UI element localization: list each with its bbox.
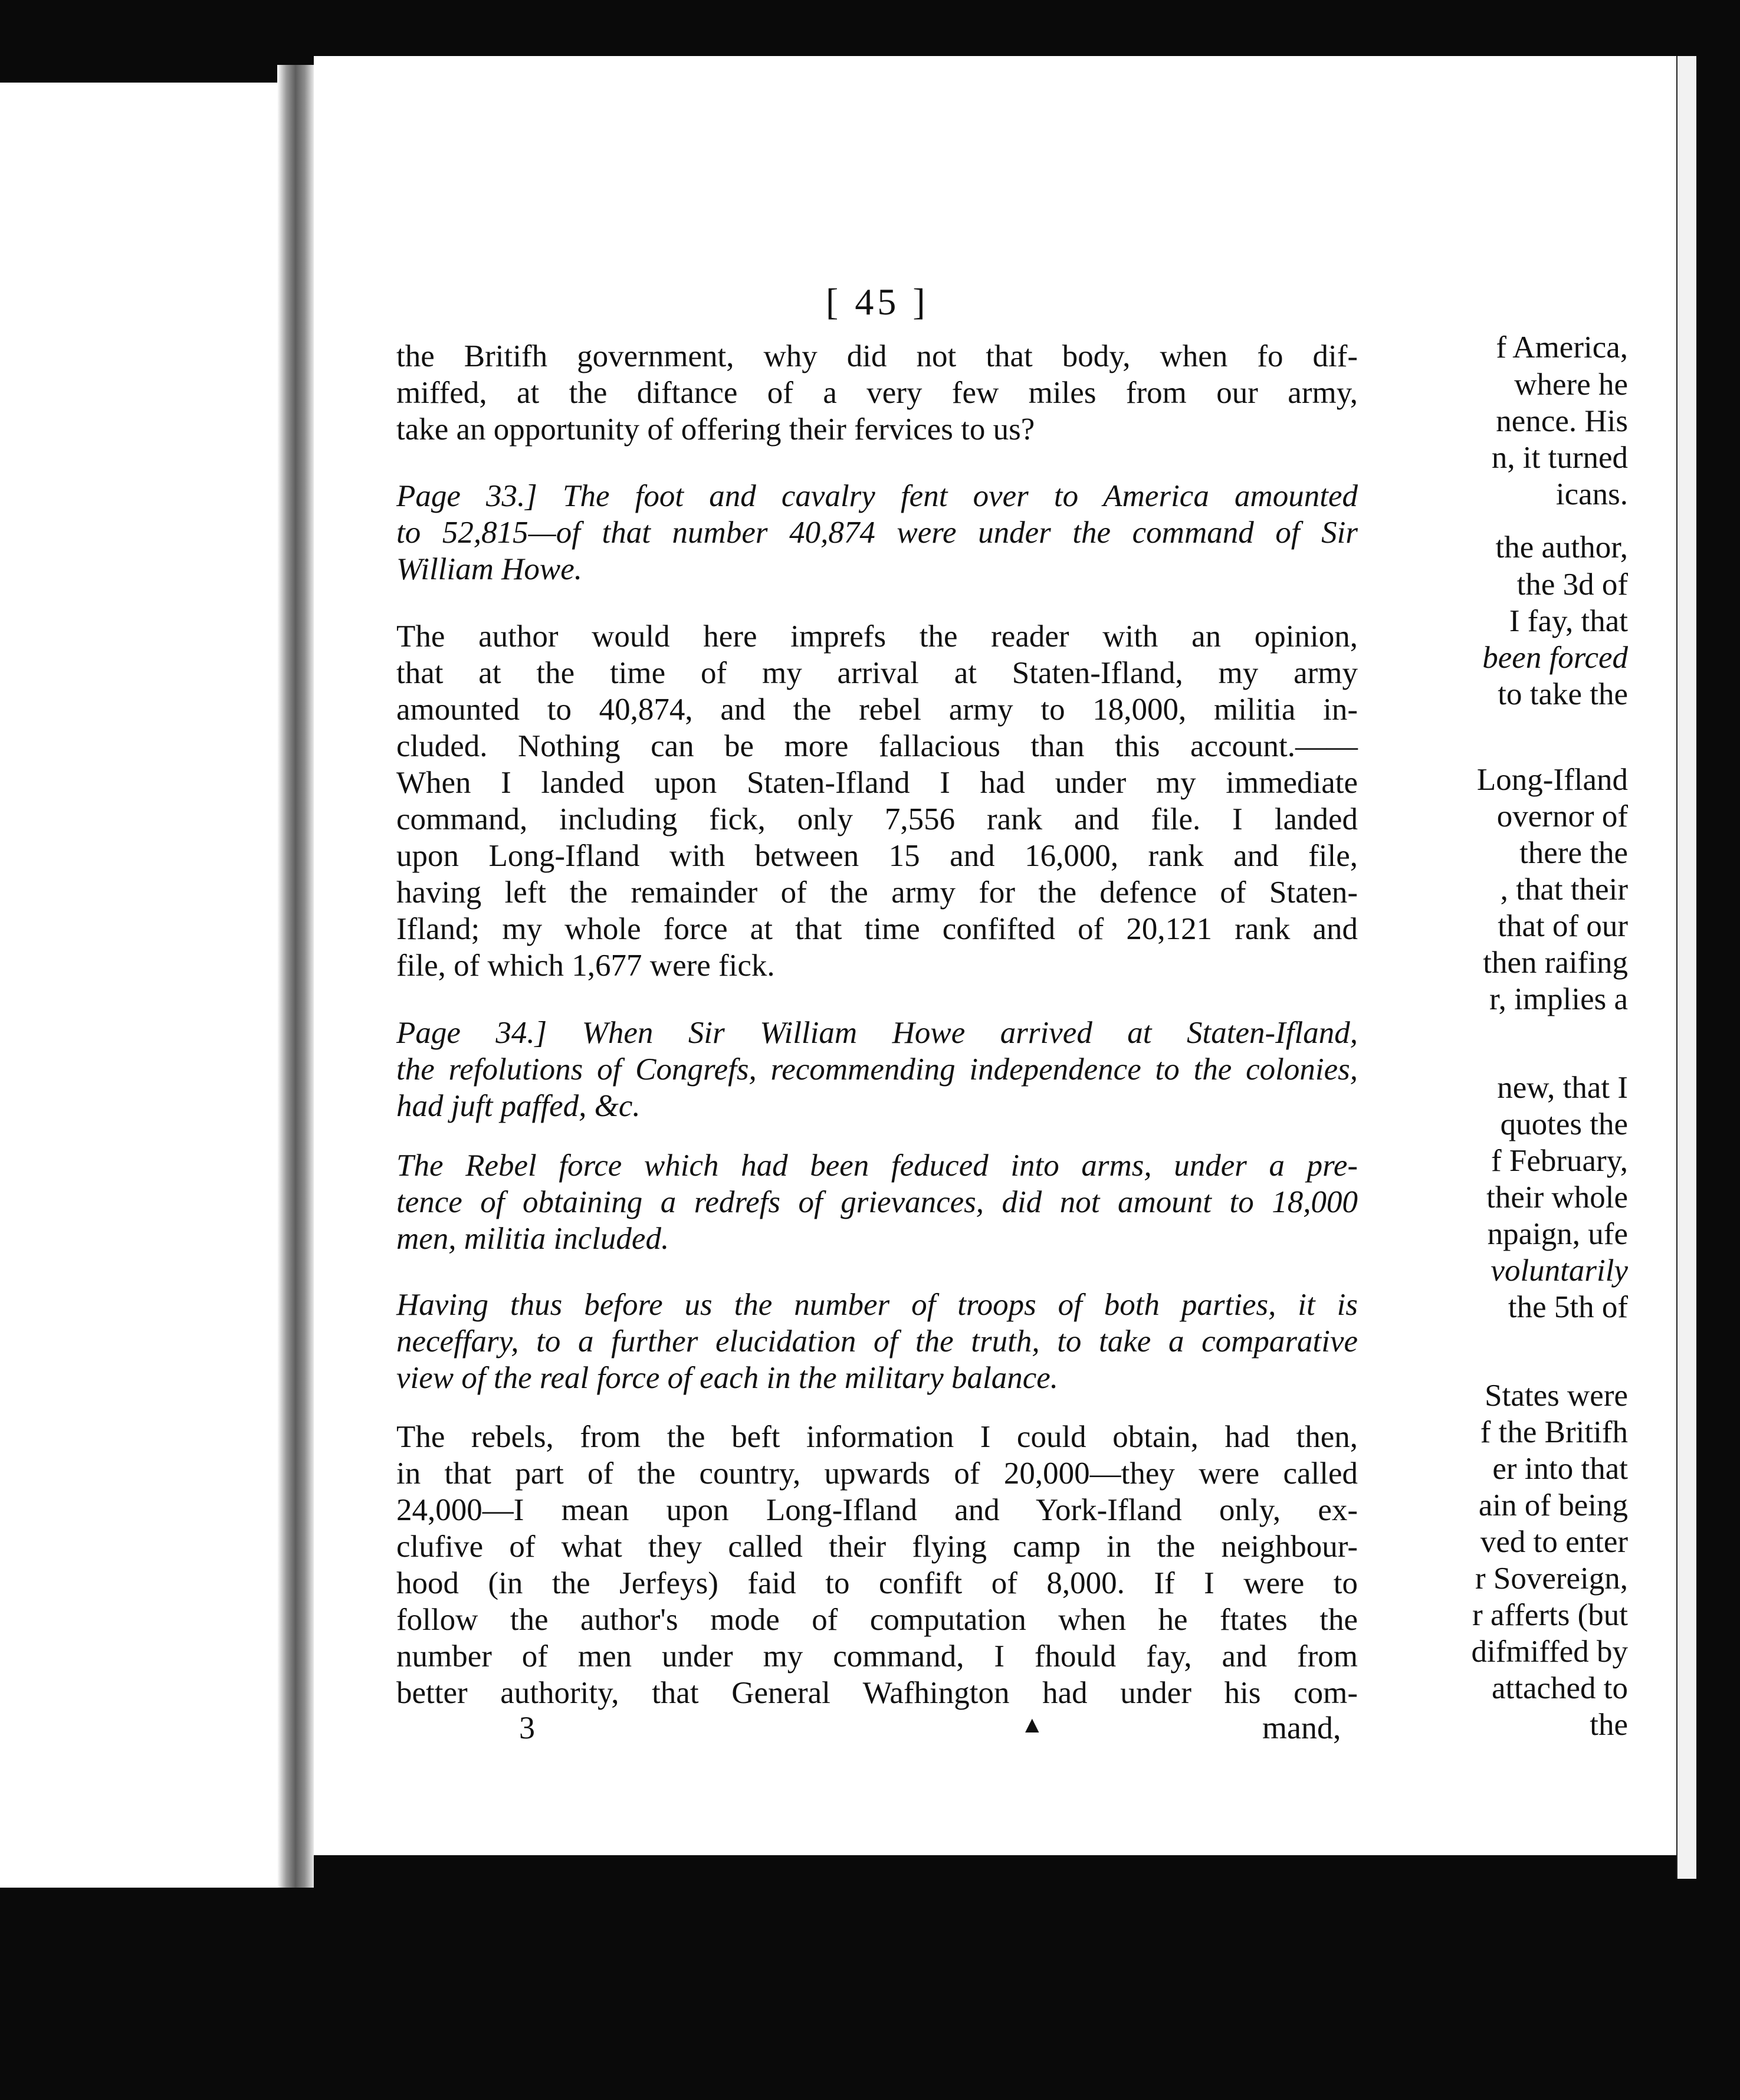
printer-mark-icon: ▲ bbox=[1020, 1711, 1044, 1738]
text-line: having left the remainder of the army for the defence of Staten- bbox=[396, 875, 1358, 910]
text-line: that at the time of my arrival at Staten-Ifland, my army bbox=[396, 656, 1358, 690]
book-gutter bbox=[277, 65, 314, 1888]
left-page bbox=[0, 83, 278, 1888]
left-line: quotes the bbox=[1500, 1107, 1628, 1141]
text-line: the Britifh government, why did not that body, when fo dif- bbox=[396, 339, 1358, 373]
text-line: file, of which 1,677 were fick. bbox=[396, 949, 775, 983]
left-line: States were bbox=[1485, 1379, 1628, 1413]
left-line: there the bbox=[1519, 836, 1628, 870]
text-line: The author would here imprefs the reader with an opinion, bbox=[396, 619, 1358, 654]
page-edge bbox=[1676, 56, 1696, 1879]
left-line: f February, bbox=[1491, 1144, 1628, 1178]
left-line: the 5th of bbox=[1508, 1290, 1628, 1324]
text-line: number of men under my command, I fhould fay, and from bbox=[396, 1639, 1358, 1674]
text-line: follow the author's mode of computation when he ftates the bbox=[396, 1603, 1358, 1637]
text-line: Ifland; my whole force at that time confifted of 20,121 rank and bbox=[396, 912, 1358, 946]
text-line: amounted to 40,874, and the rebel army to 18,000, militia in- bbox=[396, 693, 1358, 727]
left-line: to take the bbox=[1498, 677, 1628, 711]
left-line: r, implies a bbox=[1489, 982, 1628, 1016]
text-line: take an opportunity of offering their fervices to us? bbox=[396, 412, 1035, 447]
text-line: The rebels, from the beft information I could obtain, had then, bbox=[396, 1420, 1358, 1454]
left-line: npaign, ufe bbox=[1487, 1217, 1628, 1251]
text-line: to 52,815—of that number 40,874 were under the command of Sir bbox=[396, 516, 1358, 550]
signature-mark: 3 bbox=[519, 1710, 535, 1745]
left-line: r afferts (but bbox=[1472, 1598, 1628, 1632]
text-line: hood (in the Jerfeys) faid to confift of 8,000. If I were to bbox=[396, 1566, 1358, 1600]
text-line: miffed, at the diftance of a very few miles from our army, bbox=[396, 376, 1358, 410]
text-line: better authority, that General Wafhington had under his com- bbox=[396, 1676, 1358, 1710]
catchword: mand, bbox=[1262, 1710, 1341, 1745]
text-line: the refolutions of Congrefs, recommending independence to the colonies, bbox=[396, 1052, 1358, 1087]
left-line: where he bbox=[1514, 368, 1628, 402]
text-line: Having thus before us the number of troops of both parties, it is bbox=[396, 1288, 1358, 1322]
left-line: n, it turned bbox=[1491, 441, 1628, 475]
text-line: The Rebel force which had been feduced into arms, under a pre- bbox=[396, 1149, 1358, 1183]
left-line: attached to bbox=[1491, 1671, 1628, 1705]
left-line: their whole bbox=[1486, 1180, 1628, 1215]
text-line: upon Long-Ifland with between 15 and 16,000, rank and file, bbox=[396, 839, 1358, 873]
text-line: men, militia included. bbox=[396, 1222, 669, 1256]
left-line: overnor of bbox=[1496, 799, 1628, 834]
text-line: in that part of the country, upwards of 20,000—they were called bbox=[396, 1456, 1358, 1491]
left-line: Long-Ifland bbox=[1476, 763, 1628, 797]
left-line: f America, bbox=[1496, 330, 1628, 365]
left-line: ain of being bbox=[1478, 1488, 1628, 1522]
text-line: 24,000—I mean upon Long-Ifland and York-Ifland only, ex- bbox=[396, 1493, 1358, 1527]
left-line: new, that I bbox=[1497, 1071, 1628, 1105]
left-line: then raifing bbox=[1483, 946, 1628, 980]
left-line: that of our bbox=[1498, 909, 1628, 943]
left-line: er into that bbox=[1492, 1452, 1628, 1486]
text-line: tence of obtaining a redrefs of grievances, did not amount to 18,000 bbox=[396, 1185, 1358, 1219]
left-line: the bbox=[1590, 1708, 1628, 1742]
left-line: r Sovereign, bbox=[1475, 1561, 1628, 1596]
text-line: view of the real force of each in the military balance. bbox=[396, 1361, 1059, 1395]
text-line: William Howe. bbox=[396, 552, 583, 586]
left-line: I fay, that bbox=[1509, 604, 1628, 638]
text-line: neceffary, to a further elucidation of the truth, to take a comparative bbox=[396, 1324, 1358, 1359]
text-line: cluded. Nothing can be more fallacious than this account.—— bbox=[396, 729, 1358, 763]
text-line: Page 33.] The foot and cavalry fent over to America amounted bbox=[396, 479, 1358, 513]
text-line: command, including fick, only 7,556 rank and file. I landed bbox=[396, 802, 1358, 836]
left-line: the 3d of bbox=[1516, 567, 1628, 602]
left-line: f the Britifh bbox=[1480, 1415, 1628, 1449]
left-line: the author, bbox=[1495, 530, 1628, 565]
page-number-header: [ 45 ] bbox=[826, 281, 929, 323]
text-line: When I landed upon Staten-Ifland I had under my immediate bbox=[396, 766, 1358, 800]
left-line: ved to enter bbox=[1480, 1525, 1628, 1559]
left-line: been forced bbox=[1482, 641, 1628, 675]
left-line: icans. bbox=[1555, 477, 1628, 511]
text-line: had juft paffed, &c. bbox=[396, 1089, 641, 1123]
text-line: Page 34.] When Sir William Howe arrived at Staten-Ifland, bbox=[396, 1016, 1358, 1050]
left-line: voluntarily bbox=[1491, 1254, 1628, 1288]
left-line: , that their bbox=[1500, 872, 1628, 907]
left-line: difmiffed by bbox=[1471, 1635, 1628, 1669]
left-line: nence. His bbox=[1496, 404, 1628, 438]
text-line: clufive of what they called their flying camp in the neighbour- bbox=[396, 1530, 1358, 1564]
